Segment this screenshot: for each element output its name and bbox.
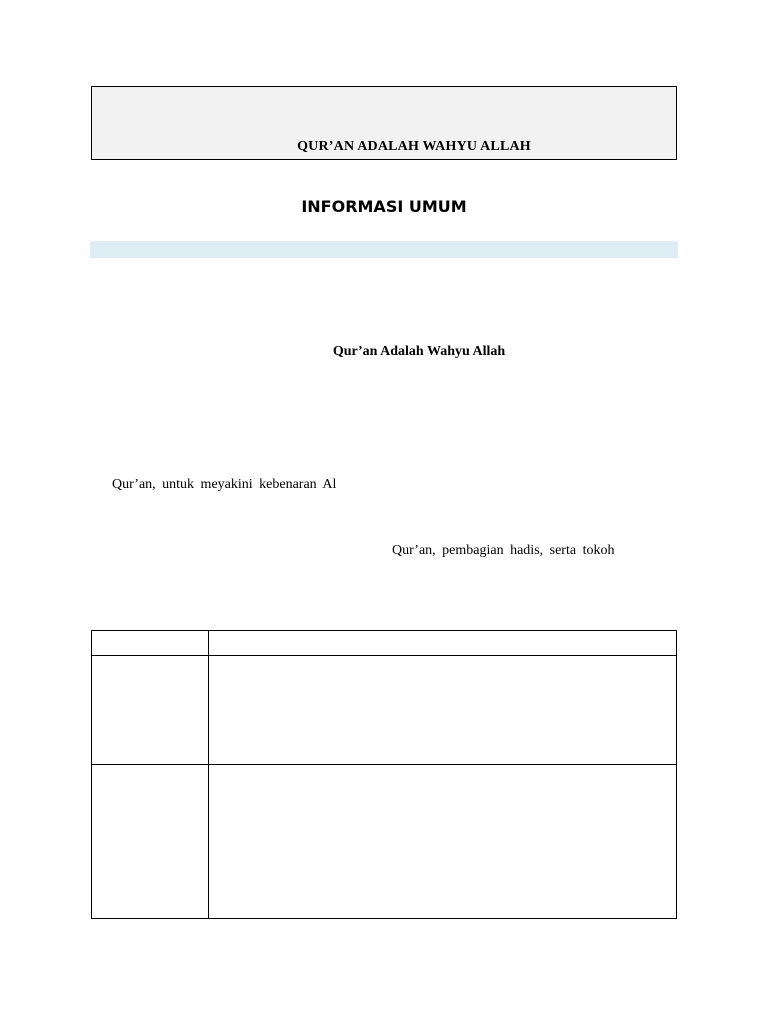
section-divider-bar: [90, 241, 678, 258]
body-text-line-1: Qur’an, untuk meyakini kebenaran Al: [112, 477, 337, 492]
table-cell: [92, 765, 209, 919]
document-title: QUR’AN ADALAH WAHYU ALLAH: [297, 139, 531, 154]
table-row: [92, 631, 677, 656]
content-subtitle: Qur’an Adalah Wahyu Allah: [332, 344, 506, 359]
document-header-box: [91, 86, 677, 160]
table-cell: [92, 656, 209, 765]
table-cell: [209, 765, 677, 919]
info-table: [91, 630, 677, 919]
section-heading: INFORMASI UMUM: [301, 197, 467, 216]
table-row: [92, 656, 677, 765]
table-cell: [209, 656, 677, 765]
table-cell: [92, 631, 209, 656]
table-row: [92, 765, 677, 919]
table-cell: [209, 631, 677, 656]
body-text-line-2: Qur’an, pembagian hadis, serta tokoh: [392, 543, 615, 558]
